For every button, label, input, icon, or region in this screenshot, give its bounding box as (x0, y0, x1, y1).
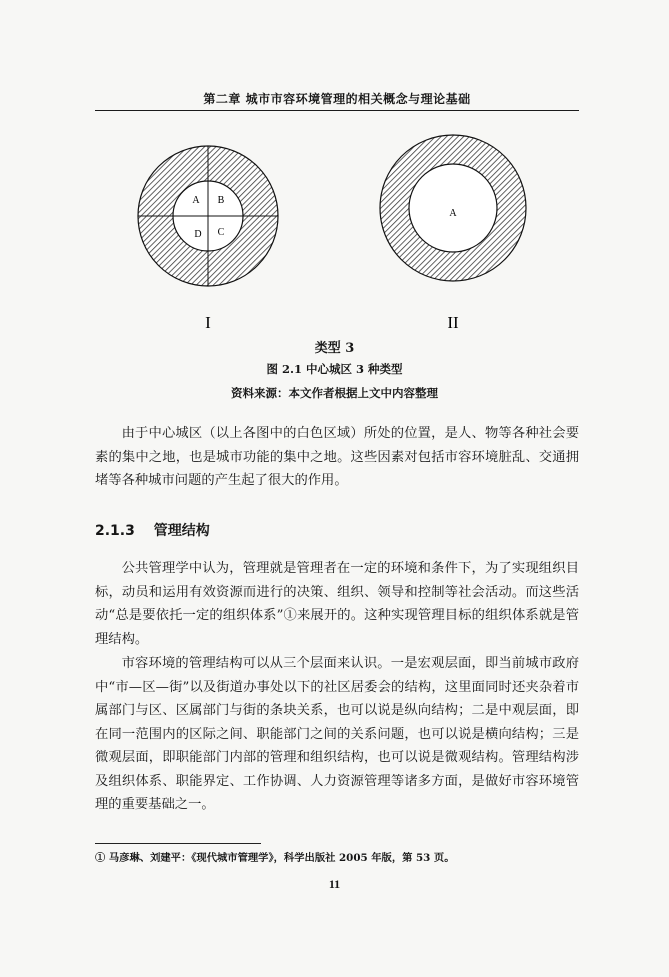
figure-source: 资料来源：本文作者根据上文中内容整理 (231, 386, 438, 400)
diagram-one-label: I (205, 313, 211, 332)
quadrant-letter-b: B (217, 195, 225, 206)
figure-type-label: 类型 3 (314, 341, 355, 356)
section-heading (95, 520, 210, 540)
section-number: 2.1.3 (95, 523, 135, 539)
center-letter-a: A (449, 208, 457, 219)
running-header: 第二章 城市市容环境管理的相关概念与理论基础 (203, 92, 471, 106)
section-title: 管理结构 (153, 523, 210, 539)
body-paragraph-2: 公共管理学中认为，管理就是管理者在一定的环境和条件下，为了实现组织目标，动员和运用有效资源而进行的决策、组织、领导和控制等社会活动。而这些活动“总是要依托一定的组织体系”①来展开的。这种实现管理目标的组织体系就是管理结构。 (95, 561, 579, 647)
body-paragraph-3: 市容环境的管理结构可以从三个层面来认识。一是宏观层面，即当前城市政府中“市—区—街”以及街道办事处以下的社区居委会的结构，这里面同时还夹杂着市属部门与区、区属部门与街的条块关系，也可以说是纵向结构；二是中观层面，即在同一范围内的区际之间、职能部门之间的关系问题，也可以说是横向结构；三是微观层面，即职能部门内部的管理和组织结构，也可以说是微观结构。管理结构涉及组织体系、职能界定、工作协调、人力资源管理等诸多方面，是做好市容环境管理的重要基础之一。 (95, 656, 579, 812)
body-paragraph-1: 由于中心城区（以上各图中的白色区域）所处的位置，是人、物等各种社会要素的集中之地，也是城市功能的集中之地。这些因素对包括市容环境脏乱、交通拥堵等各种城市问题的产生起了很大的作用。 (95, 426, 579, 488)
footnote: ① 马彦琳、刘建平：《现代城市管理学》，科学出版社 2005 年版，第 53 页。 (95, 852, 455, 864)
concentric-city-diagram (0, 0, 669, 340)
figure-caption: 图 2.1 中心城区 3 种类型 (266, 362, 403, 376)
diagram-one (138, 146, 278, 332)
quadrant-letter-a: A (192, 195, 200, 206)
quadrant-letter-c: C (217, 227, 225, 238)
footnote-rule (95, 843, 261, 844)
quadrant-letter-d: D (194, 229, 202, 240)
diagram-two-label: II (447, 313, 459, 332)
diagram-two (380, 135, 526, 332)
page-number: 11 (328, 877, 341, 891)
